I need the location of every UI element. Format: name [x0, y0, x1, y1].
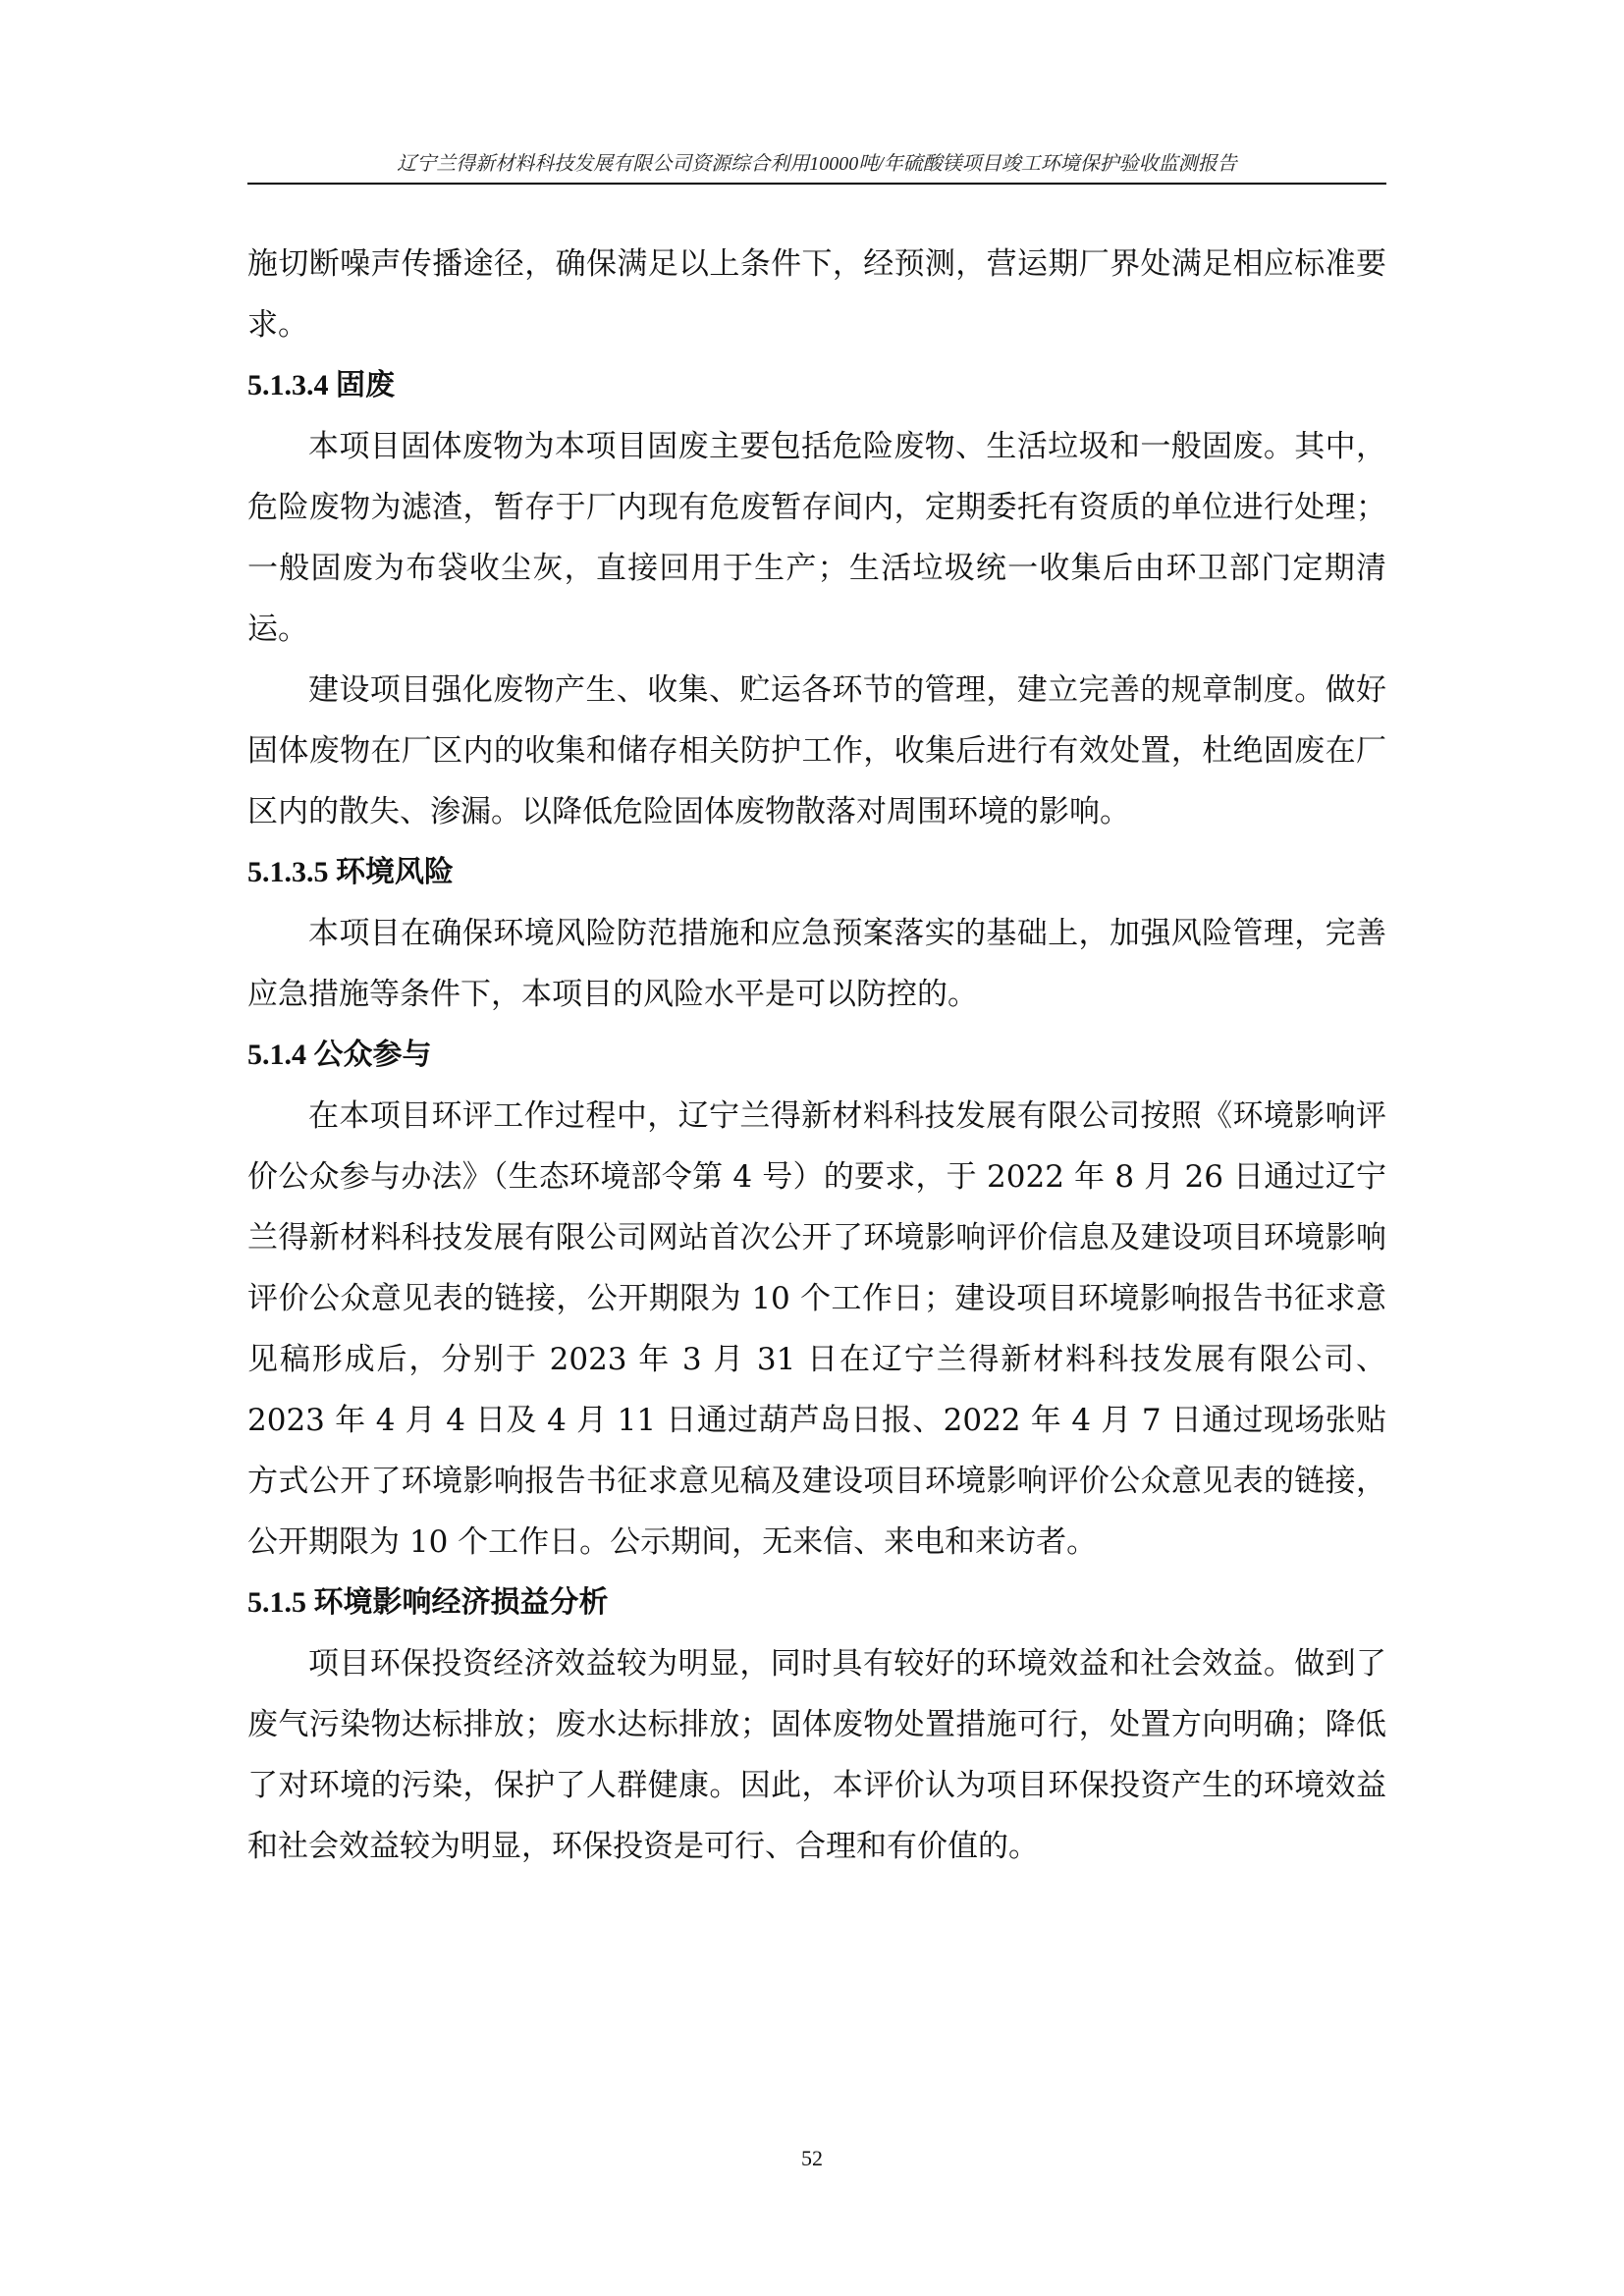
paragraph-solid-waste-management: 建设项目强化废物产生、收集、贮运各环节的管理，建立完善的规章制度。做好固体废物在厂区内的收集和储存相关防护工作，收集后进行有效处置，杜绝固废在厂区内的散失、渗漏。以降低危险固体废物散落对周围环境的影响。 [247, 672, 1386, 829]
heading-5-1-3-4: 5.1.3.4 固废 [247, 369, 395, 401]
paragraph-economic-analysis: 项目环保投资经济效益较为明显，同时具有较好的环境效益和社会效益。做到了废气污染物达标排放；废水达标排放；固体废物处置措施可行，处置方向明确；降低了对环境的污染，保护了人群健康。因此，本评价认为项目环保投资产生的环境效益和社会效益较为明显，环保投资是可行、合理和有价值的。 [247, 1646, 1386, 1864]
paragraph-public-participation: 在本项目环评工作过程中，辽宁兰得新材料科技发展有限公司按照《环境影响评价公众参与办法》（生态环境部令第 4 号）的要求，于 2022 年 8 月 26 日通过辽宁兰得新材料科技发展有限公司网站首次公开了环境影响评价信息及建设项目环境影响评价公众意见表的链接，公开期限为 10 个工作日；建设项目环境影响报告书征求意见稿形成后，分别于 2023 年 3 月 31 日在辽宁兰得新材料科技发展有限公司、2023 年 4 月 4 日及 4 月 11 日通过葫芦岛日报、2022 年 4 月 7 日通过现场张贴方式公开了环境影响报告书征求意见稿及建设项目环境影响评价公众意见表的链接，公开期限为 10 个工作日。公示期间，无来信、来电和来访者。 [247, 1098, 1386, 1560]
running-header: 辽宁兰得新材料科技发展有限公司资源综合利用10000吨/年硫酸镁项目竣工环境保护验收监测报告 [397, 153, 1237, 175]
heading-5-1-5: 5.1.5 环境影响经济损益分析 [247, 1586, 609, 1619]
document-body [247, 234, 1386, 1877]
page-number: 52 [801, 2146, 823, 2170]
header-divider [247, 183, 1386, 185]
paragraph-environmental-risk: 本项目在确保环境风险防范措施和应急预案落实的基础上，加强风险管理，完善应急措施等条件下，本项目的风险水平是可以防控的。 [247, 916, 1386, 1012]
paragraph-solid-waste-composition: 本项目固体废物为本项目固废主要包括危险废物、生活垃圾和一般固废。其中，危险废物为滤渣，暂存于厂内现有危废暂存间内，定期委托有资质的单位进行处理；一般固废为布袋收尘灰，直接回用于生产；生活垃圾统一收集后由环卫部门定期清运。 [247, 429, 1386, 647]
paragraph-noise-continuation: 施切断噪声传播途径，确保满足以上条件下，经预测，营运期厂界处满足相应标准要求。 [247, 246, 1386, 343]
heading-5-1-4: 5.1.4 公众参与 [247, 1039, 432, 1071]
heading-5-1-3-5: 5.1.3.5 环境风险 [247, 856, 454, 888]
